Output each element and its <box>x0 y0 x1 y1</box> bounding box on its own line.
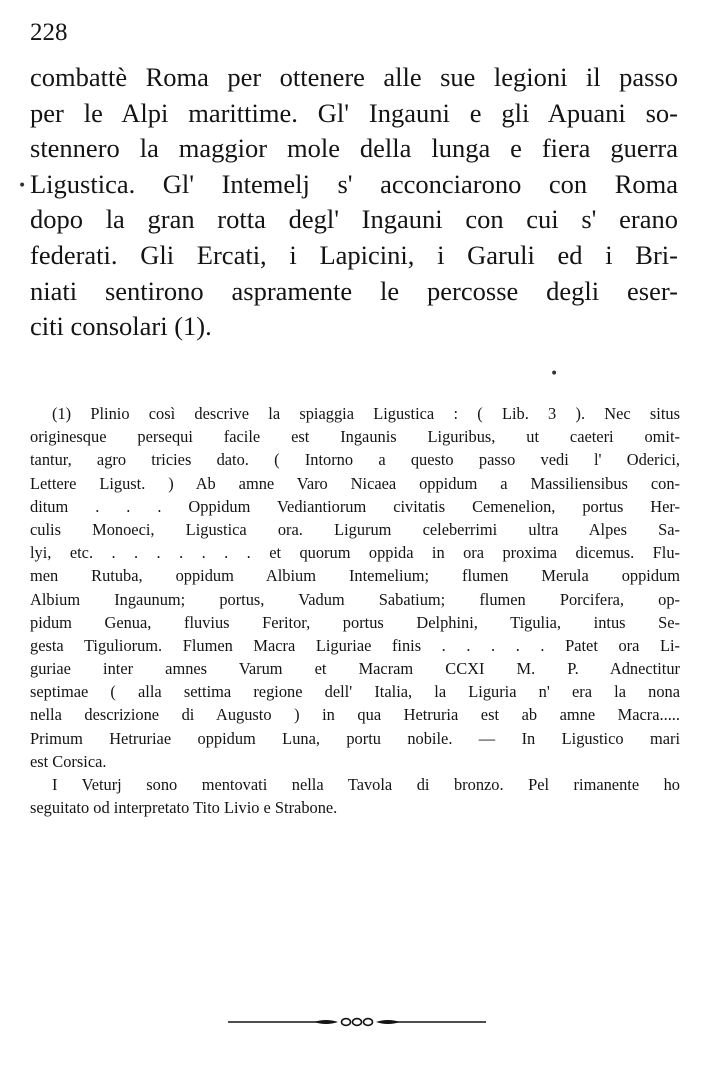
body-line: stennero la maggior mole della lunga e fiera guerra <box>30 133 678 164</box>
footnote-line: Albium Ingaunum; portus, Vadum Sabatium; flumen Porcifera, op- <box>30 589 680 609</box>
footnote-line: gesta Tiguliorum. Flumen Macra Liguriae finis . . . . . Patet ora Li- <box>30 635 680 655</box>
footnote-line: I Veturj sono mentovati nella Tavola di bronzo. Pel rimanente ho <box>52 775 680 794</box>
footnote-line: septimae ( alla settima regione dell' Italia, la Liguria n' era la nona <box>30 682 680 702</box>
footnote-line: men Rutuba, oppidum Albium Intemelium; flumen Merula oppidum <box>30 566 680 586</box>
body-line: Ligustica. Gl' Intemelj s' acconciarono con Roma <box>30 168 678 199</box>
footnote-line: Primum Hetruriae oppidum Luna, portu nobile. — In Ligustico mari <box>30 728 680 748</box>
footnote-line: originesque persequi facile est Ingaunis Liguribus, ut caeteri omit- <box>30 427 680 447</box>
footnote-line: seguitato od interpretato Tito Livio e Strabone. <box>30 798 338 818</box>
margin-dot: • <box>550 366 559 382</box>
footnote-line: guriae inter amnes Varum et Macram CCXI M. P. Adnectitur <box>30 659 680 679</box>
footnote-line: (1) Plinio così descrive la spiaggia Ligustica : ( Lib. 3 ). Nec situs <box>52 404 680 423</box>
body-line: federati. Gli Ercati, i Lapicini, i Garuli ed i Bri- <box>30 239 678 270</box>
footnote-line: ditum . . . Oppidum Vediantiorum civitatis Cemenelion, portus Her- <box>30 496 680 516</box>
footnote-line: tantur, agro tricies dato. ( Intorno a questo passo vedi l' Oderici, <box>30 450 680 470</box>
footnote-line: Lettere Ligust. ) Ab amne Varo Nicaea oppidum a Massiliensibus con- <box>30 473 680 493</box>
footnote-block <box>30 402 680 819</box>
footnote-line: est Corsica. <box>30 751 107 771</box>
body-line: niati sentirono aspramente le percosse degli eser- <box>30 275 678 306</box>
page-number: 228 <box>30 19 68 46</box>
end-ornament <box>226 1012 488 1032</box>
footnote-line: pidum Genua, fluvius Feritor, portus Delphini, Tigulia, intus Se- <box>30 612 680 632</box>
body-text <box>30 60 678 345</box>
margin-dot: • <box>18 178 27 194</box>
footnote-line: nella descrizione di Augusto ) in qua Hetruria est ab amne Macra..... <box>30 705 680 725</box>
footnote-line: lyi, etc. . . . . . . . et quorum oppida in ora proxima dicemus. Flu- <box>30 543 680 563</box>
body-line: combattè Roma per ottenere alle sue legioni il passo <box>30 62 678 92</box>
body-line: dopo la gran rotta degl' Ingauni con cui s' erano <box>30 204 678 235</box>
body-line: per le Alpi marittime. Gl' Ingauni e gli Apuani so- <box>30 97 678 128</box>
footnote-line: culis Monoeci, Ligustica ora. Ligurum celeberrimi ultra Alpes Sa- <box>30 519 680 539</box>
body-line: citi consolari (1). <box>30 311 212 342</box>
